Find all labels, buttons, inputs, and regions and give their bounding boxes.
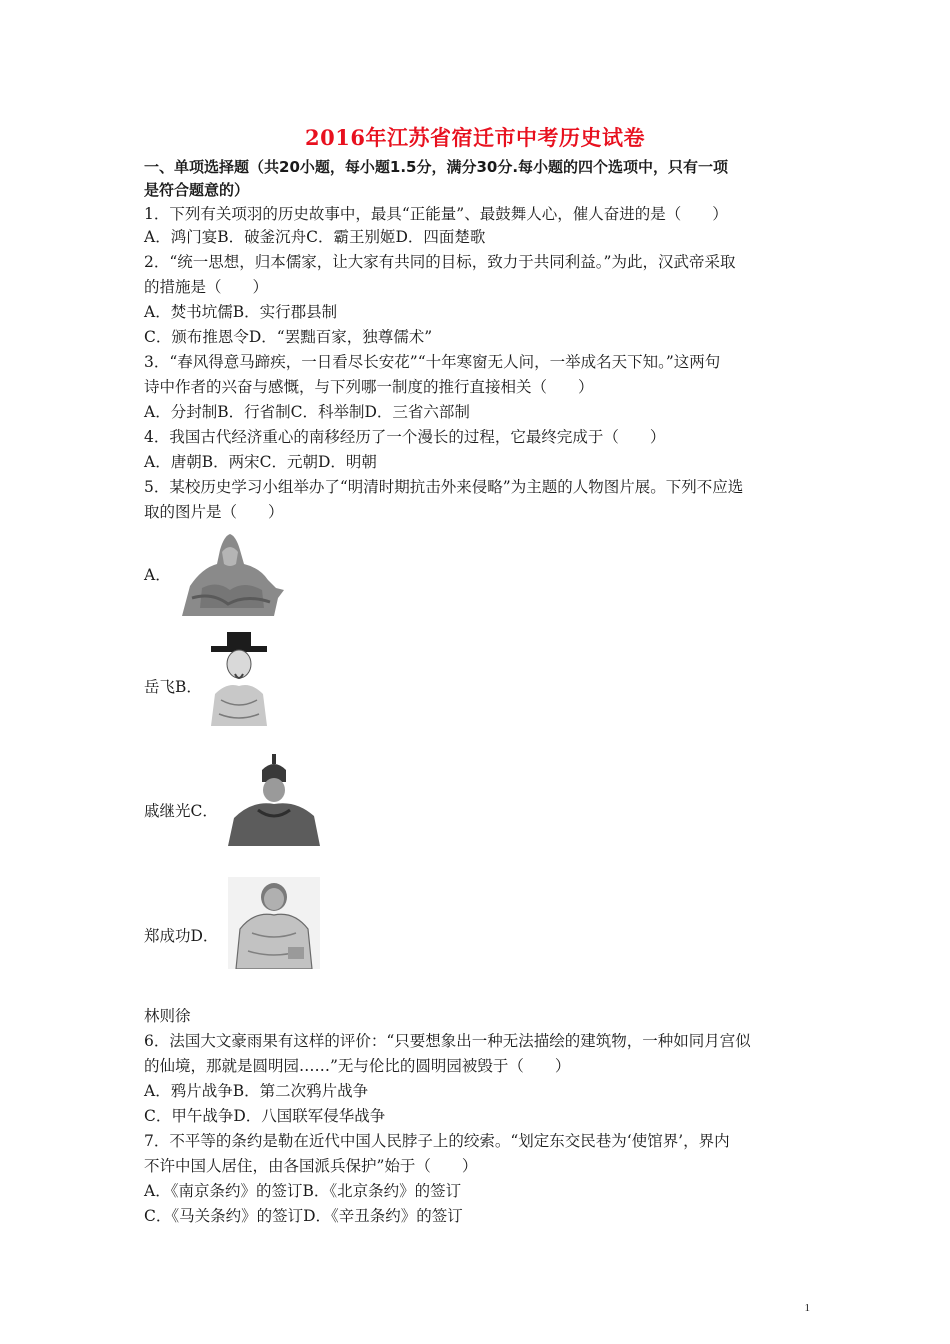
question-3-stem-line1: 3．“春风得意马蹄疾，一日看尽长安花”“十年寒窗无人问，一举成名天下知。”这两句 — [144, 353, 721, 371]
question-2-stem-line1: 2．“统一思想，归本儒家，让大家有共同的目标，致力于共同利益。”为此，汉武帝采取 — [144, 253, 736, 271]
question-5-label-a: A． — [144, 566, 171, 584]
question-1-options: A．鸿门宴B．破釜沉舟C．霸王别姬D．四面楚歌 — [144, 228, 486, 246]
portrait-d-image — [228, 877, 320, 969]
question-5-label-b: 岳飞B． — [144, 678, 202, 696]
question-4-stem: 4．我国古代经济重心的南移经历了一个漫长的过程，它最终完成于（ ） — [144, 428, 666, 446]
portrait-c-image — [228, 752, 320, 846]
question-6-stem-line2: 的仙境，那就是圆明园……”无与伦比的圆明园被毁于（ ） — [144, 1057, 571, 1075]
question-2-options-line2: C．颁布推恩令D．“罢黜百家，独尊儒术” — [144, 328, 433, 346]
question-6-stem-line1: 6．法国大文豪雨果有这样的评价：“只要想象出一种无法描绘的建筑物，一种如同月宫似 — [144, 1032, 751, 1050]
section-heading-line2: 是符合题意的） — [144, 181, 250, 199]
page-number: 1 — [804, 1302, 810, 1314]
section-heading-line1: 一、单项选择题（共20小题，每小题1.5分，满分30分.每小题的四个选项中，只有一项 — [144, 158, 729, 176]
question-7-stem-line1: 7．不平等的条约是勒在近代中国人民脖子上的绞索。“划定东交民巷为‘使馆界’，界内 — [144, 1132, 730, 1150]
question-5-label-d: 郑成功D． — [144, 927, 219, 945]
question-6-options-line1: A．鸦片战争B．第二次鸦片战争 — [144, 1082, 369, 1100]
question-2-options-line1: A．焚书坑儒B．实行郡县制 — [144, 303, 338, 321]
question-7-options-line1: A．《南京条约》的签订B．《北京条约》的签订 — [144, 1182, 462, 1200]
question-5-tail: 林则徐 — [144, 1007, 191, 1025]
question-5-stem-line1: 5．某校历史学习小组举办了“明清时期抗击外来侵略”为主题的人物图片展。下列不应选 — [144, 478, 744, 496]
question-2-stem-line2: 的措施是（ ） — [144, 278, 269, 296]
question-3-options: A．分封制B．行省制C．科举制D．三省六部制 — [144, 403, 470, 421]
portrait-a-image — [172, 528, 292, 620]
question-7-options-line2: C．《马关条约》的签订D．《辛丑条约》的签订 — [144, 1207, 463, 1225]
question-7-stem-line2: 不许中国人居住，由各国派兵保护”始于（ ） — [144, 1157, 478, 1175]
question-6-options-line2: C．甲午战争D．八国联军侵华战争 — [144, 1107, 386, 1125]
question-1-stem: 1．下列有关项羽的历史故事中，最具“正能量”、最鼓舞人心，催人奋进的是（ ） — [144, 205, 728, 223]
question-5-label-c: 戚继光C． — [144, 802, 218, 820]
question-4-options: A．唐朝B．两宋C．元朝D．明朝 — [144, 453, 377, 471]
question-3-stem-line2: 诗中作者的兴奋与感慨，与下列哪一制度的推行直接相关（ ） — [144, 378, 594, 396]
question-5-stem-line2: 取的图片是（ ） — [144, 503, 284, 521]
portrait-b-image — [207, 630, 271, 726]
page-title: 2016年江苏省宿迁市中考历史试卷 — [305, 125, 645, 150]
